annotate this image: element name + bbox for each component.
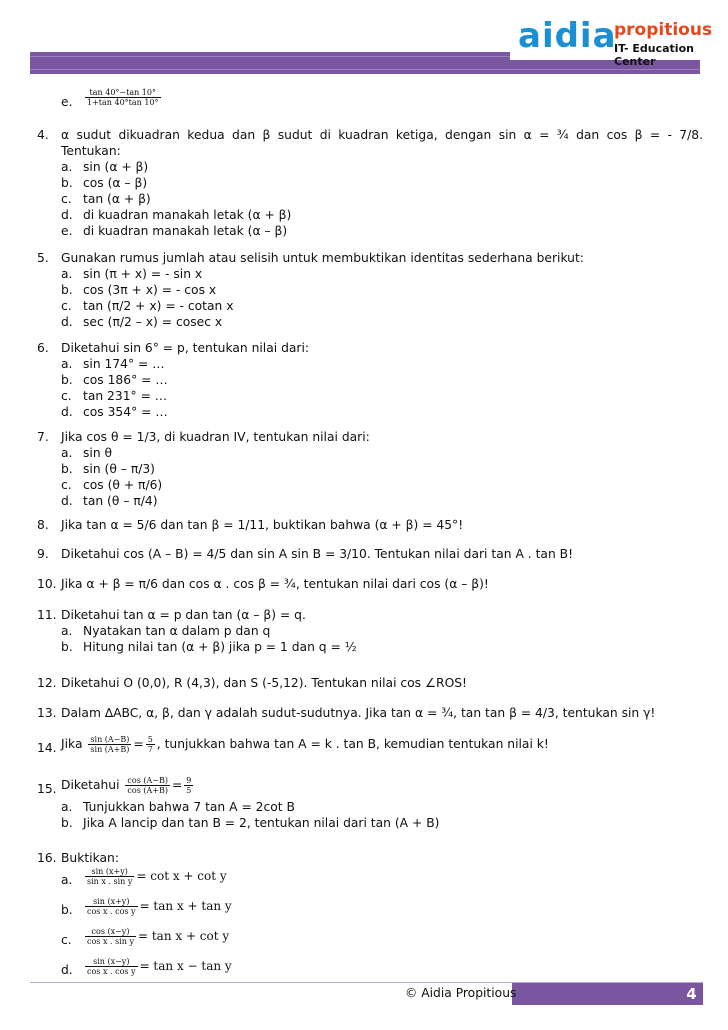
question-text: Dalam ∆ABC, α, β, dan γ adalah sudut-sudutnya. Jika tan α = ¾, tan tan β = 4/3, tentukan sin γ! bbox=[61, 706, 656, 720]
question-text: Diketahui sin 6° = p, tentukan nilai dari: bbox=[61, 341, 310, 355]
question-number: 14. bbox=[37, 741, 57, 755]
question-text: α sudut dikuadran kedua dan β sudut di kuadran ketiga, dengan sin α = ¾ dan cos β = - 7/8. bbox=[61, 128, 703, 142]
equation-rhs: = cot x + cot y bbox=[136, 869, 227, 883]
fraction-denominator: sin x . sin y bbox=[87, 877, 133, 886]
fraction-numerator: sin (x+y) bbox=[85, 867, 134, 877]
question-number: 7. bbox=[37, 430, 49, 444]
fraction bbox=[146, 735, 155, 754]
question-text: Jika cos θ = 1/3, di kuadran IV, tentukan nilai dari: bbox=[61, 430, 370, 444]
question-number: 8. bbox=[37, 518, 49, 532]
fraction-numerator: cos (A−B) bbox=[127, 776, 168, 785]
text-fragment: , tunjukkan bahwa tan A = k . tan B, kemudian tentukan nilai k! bbox=[156, 737, 549, 751]
footer-copyright: © Aidia Propitious bbox=[405, 986, 517, 1000]
equation-rhs: = tan x + tan y bbox=[139, 899, 232, 913]
fraction-denominator: cos x . cos y bbox=[87, 907, 136, 916]
question-text: Tentukan: bbox=[61, 144, 121, 158]
header-stripe bbox=[30, 69, 700, 70]
fraction-denominator: sin (A+B) bbox=[90, 745, 130, 754]
logo-tagline-1: propitious bbox=[614, 20, 713, 40]
fraction-numerator: 9 bbox=[186, 776, 192, 785]
question-text: Diketahui tan α = p dan tan (α – β) = q. bbox=[61, 608, 306, 622]
fraction-numerator: sin (x+y) bbox=[85, 897, 138, 907]
logo-tagline-2: IT- Education Center bbox=[614, 42, 694, 68]
fraction-numerator: cos (x−y) bbox=[85, 927, 136, 937]
fraction-denominator: 1+tan 40°tan 10° bbox=[87, 98, 159, 107]
fraction-denominator: cos x . sin y bbox=[87, 937, 134, 946]
fraction-denominator: cos (A+B) bbox=[127, 786, 168, 795]
fraction bbox=[184, 776, 193, 795]
question-number: 12. bbox=[37, 676, 57, 690]
question-text bbox=[61, 776, 703, 795]
question-number: 10. bbox=[37, 577, 57, 591]
question-text: Jika tan α = 5/6 dan tan β = 1/11, buktikan bahwa (α + β) = 45°! bbox=[61, 518, 464, 532]
question-number: 16. bbox=[37, 851, 57, 865]
question-number: 9. bbox=[37, 547, 49, 561]
fraction-denominator: cos x . cos y bbox=[87, 967, 136, 976]
question-text: Jika α + β = π/6 dan cos α . cos β = ¾, tentukan nilai dari cos (α – β)! bbox=[61, 577, 489, 591]
fraction bbox=[125, 776, 170, 795]
question-text: Buktikan: bbox=[61, 851, 119, 865]
text-fragment: Jika bbox=[61, 737, 83, 751]
equation-rhs: = tan x + cot y bbox=[137, 929, 230, 943]
equals-sign: = bbox=[133, 737, 144, 751]
equation-rhs: = tan x − tan y bbox=[139, 959, 232, 973]
question-number: 6. bbox=[37, 341, 49, 355]
fraction-denominator: 5 bbox=[186, 786, 192, 795]
question-text: Diketahui cos (A – B) = 4/5 dan sin A sin B = 3/10. Tentukan nilai dari tan A . tan B! bbox=[61, 547, 574, 561]
item-label: e. bbox=[61, 95, 73, 109]
fraction-numerator: tan 40°−tan 10° bbox=[85, 88, 161, 98]
fraction-numerator: 5 bbox=[147, 735, 153, 744]
logo bbox=[510, 12, 728, 68]
question-number: 15. bbox=[37, 782, 57, 796]
question-text bbox=[61, 735, 703, 754]
question-number: 5. bbox=[37, 251, 49, 265]
fraction bbox=[88, 735, 131, 754]
footer-band bbox=[512, 983, 703, 1005]
question-text: Diketahui O (0,0), R (4,3), dan S (-5,12). Tentukan nilai cos ∠ROS! bbox=[61, 676, 467, 690]
question-number: 4. bbox=[37, 128, 49, 142]
question-number: 11. bbox=[37, 608, 57, 622]
question-number: 13. bbox=[37, 706, 57, 720]
fraction-denominator: 7 bbox=[147, 745, 153, 754]
equals-sign: = bbox=[171, 778, 183, 792]
text-fragment: Diketahui bbox=[61, 778, 120, 792]
page-number: 4 bbox=[686, 985, 697, 1003]
logo-brand: aidia bbox=[518, 16, 617, 56]
fraction-numerator: sin (A−B) bbox=[90, 735, 130, 744]
question-text: Gunakan rumus jumlah atau selisih untuk membuktikan identitas sederhana berikut: bbox=[61, 251, 584, 265]
fraction bbox=[85, 88, 161, 107]
fraction-numerator: sin (x−y) bbox=[85, 957, 138, 967]
